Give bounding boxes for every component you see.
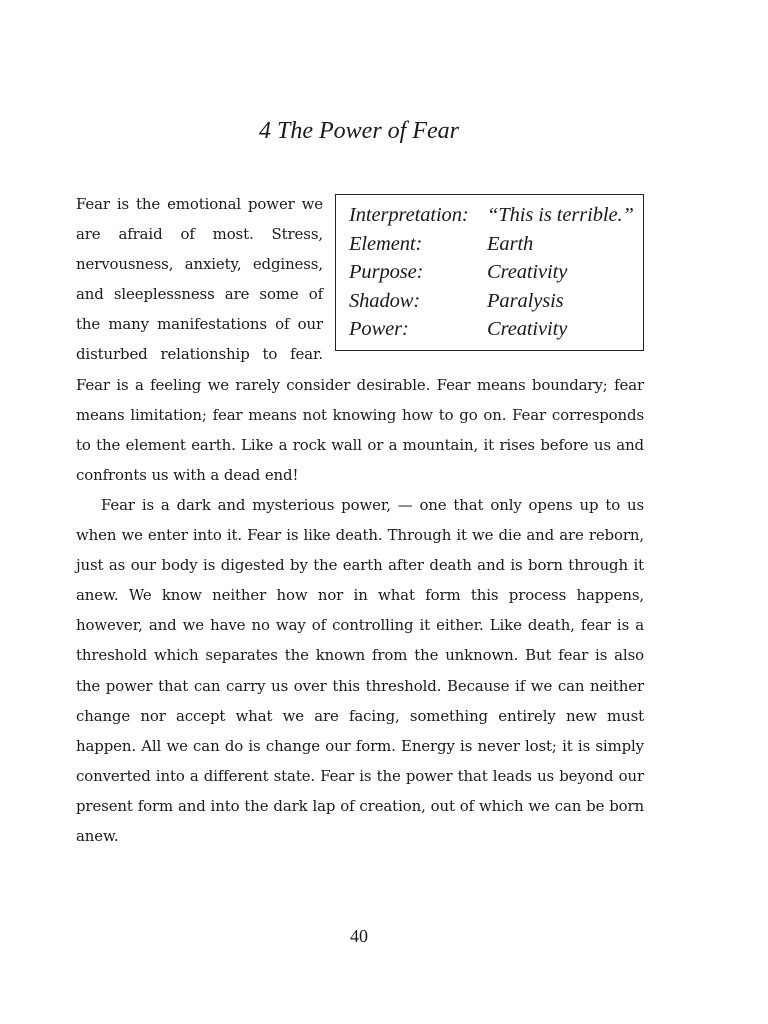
info-box [335,194,644,351]
info-value: Creativity [487,261,568,284]
info-value: Paralysis [487,289,564,312]
info-row-interpretation [349,201,643,230]
info-label: Shadow: [349,289,421,312]
info-label: Element: [349,232,423,255]
info-value: Earth [487,232,534,255]
body-text [76,189,644,851]
chapter-title: 4 The Power of Fear [259,118,459,144]
info-row-element [349,230,643,259]
info-label: Power: [349,318,409,341]
info-value: Creativity [487,318,568,341]
info-row-shadow [349,287,643,316]
info-label: Purpose: [349,261,424,284]
info-row-power [349,315,643,344]
info-label: Interpretation: [349,204,469,226]
info-row-purpose [349,258,643,287]
paragraph-1: Fear is the emotional power we are afraid of most. Stress, nervousness, anxiety, edginess, and sleeplessness are some of the many manifestations of our disturbed relationship to fear. Fear is a feeling we rarely consider desirable. Fear means boundary; fear means limitation; fear means not knowing how to go on. Fear corresponds to the element earth. Like a rock wall or a mountain, it rises before us and confronts us with a dead end! [76,195,644,484]
page-number: 40 [350,926,368,946]
paragraph-2: Fear is a dark and mysterious power, — one that only opens up to us when we enter into it. Fear is like death. Through it we die and are reborn, just as our body is digested by the earth after death and is born through it anew. We know neither how nor in what form this process happens, however, and we have no way of controlling it either. Like death, fear is a threshold which separates the known from the unknown. But fear is also the power that can carry us over this threshold. Because if we can neither change nor accept what we are facing, something entirely new must happen. All we can do is change our form. Energy is never lost; it is simply converted into a different state. Fear is the power that leads us beyond our present form and into the dark lap of creation, out of which we can be born anew. [76,495,644,845]
info-value: “This is terrible.” [487,204,634,226]
